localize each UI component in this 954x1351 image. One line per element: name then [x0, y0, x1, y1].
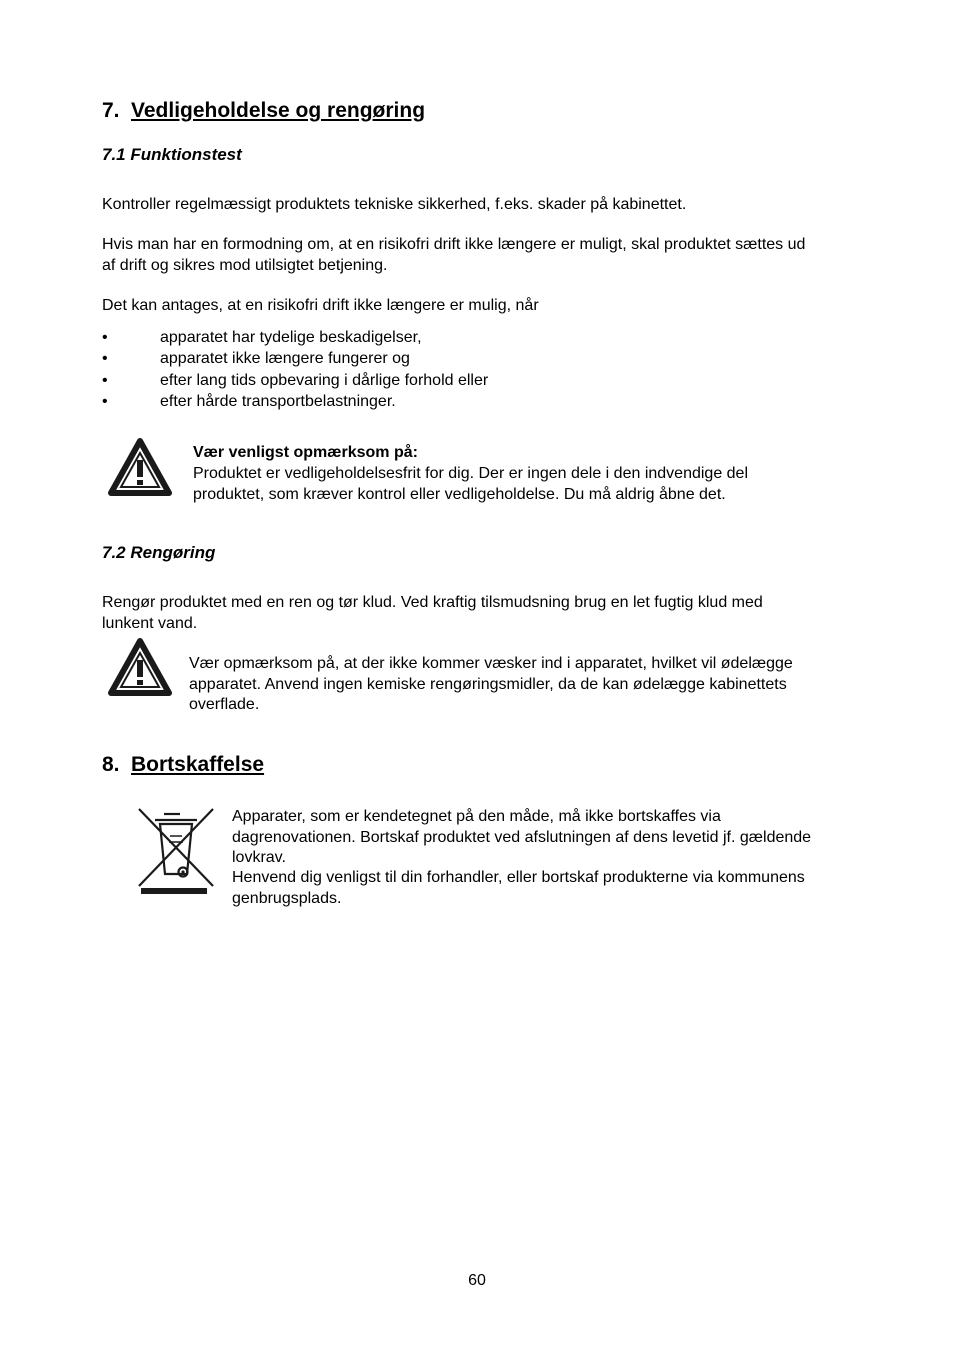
- section-7-number: 7.: [102, 99, 120, 122]
- bullet-dot: •: [102, 372, 108, 389]
- list-item-text: efter lang tids opbevaring i dårlige forhold eller: [160, 372, 489, 389]
- bullet-dot: •: [102, 329, 108, 346]
- warning-heading: Vær venligst opmærksom på:: [193, 444, 418, 461]
- disposal-text-line5: genbrugsplads.: [232, 890, 342, 907]
- bullet-dot: •: [102, 393, 108, 410]
- paragraph-7-1-c: Det kan antages, at en risikofri drift ikke længere er mulig, når: [102, 297, 539, 314]
- section-8-title: Bortskaffelse: [131, 753, 265, 776]
- warning-triangle-icon: [108, 638, 172, 696]
- paragraph-7-1-a: Kontroller regelmæssigt produktets tekniske sikkerhed, f.eks. skader på kabinettet.: [102, 196, 687, 213]
- section-7-heading: [102, 99, 802, 125]
- disposal-text-line4: Henvend dig venligst til din forhandler, eller bortskaf produkterne via kommunens: [232, 869, 805, 886]
- warning-2-text-line1: Vær opmærksom på, at der ikke kommer væsker ind i apparatet, hvilket vil ødelægge: [189, 655, 793, 672]
- warning-text-line2: produktet, som kræver kontrol eller vedligeholdelse. Du må aldrig åbne det.: [193, 486, 726, 503]
- disposal-text-line2: dagrenovationen. Bortskaf produktet ved afslutningen af dens levetid jf. gældende: [232, 829, 812, 846]
- disposal-text-line3: lovkrav.: [232, 849, 286, 866]
- paragraph-7-2-line1: Rengør produktet med en ren og tør klud. Ved kraftig tilsmudsning brug en let fugtig klud med: [102, 594, 763, 611]
- section-8-heading: [102, 753, 502, 779]
- subsection-7-2-title: 7.2 Rengøring: [102, 543, 216, 562]
- paragraph-7-1-b-line2: af drift og sikres mod utilsigtet betjening.: [102, 257, 388, 274]
- page-number: 60: [468, 1272, 486, 1289]
- crossed-bin-icon: [136, 806, 216, 896]
- section-8-number: 8.: [102, 753, 120, 776]
- warning-2-text-line3: overflade.: [189, 696, 260, 713]
- warning-text-line1: Produktet er vedligeholdelsesfrit for dig. Der er ingen dele i den indvendige del: [193, 465, 749, 482]
- paragraph-7-2-line2: lunkent vand.: [102, 615, 198, 632]
- warning-triangle-icon: [108, 438, 172, 496]
- warning-2-text-line2: apparatet. Anvend ingen kemiske rengøringsmidler, da de kan ødelægge kabinettets: [189, 676, 787, 693]
- list-item-text: efter hårde transportbelastninger.: [160, 393, 396, 410]
- disposal-text-line1: Apparater, som er kendetegnet på den måde, må ikke bortskaffes via: [232, 808, 721, 825]
- section-7-title: Vedligeholdelse og rengøring: [131, 99, 426, 122]
- paragraph-7-1-b-line1: Hvis man har en formodning om, at en risikofri drift ikke længere er muligt, skal produktet sættes ud: [102, 236, 806, 253]
- list-item-text: apparatet har tydelige beskadigelser,: [160, 329, 422, 346]
- bullet-dot: •: [102, 350, 108, 367]
- list-item-text: apparatet ikke længere fungerer og: [160, 350, 410, 367]
- subsection-7-1-title: 7.1 Funktionstest: [102, 145, 242, 164]
